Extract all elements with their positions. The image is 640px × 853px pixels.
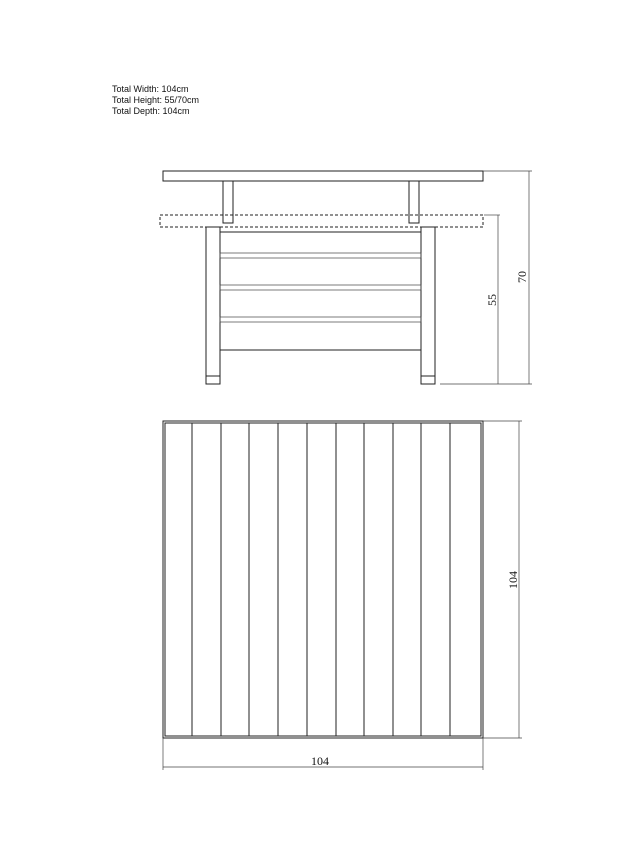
- plank-joints: [192, 423, 450, 736]
- lowered-height-label: 55: [485, 294, 499, 306]
- spec-total-depth: Total Depth: 104cm: [112, 106, 190, 116]
- lowered-tabletop: [160, 215, 483, 227]
- spec-total-width: Total Width: 104cm: [112, 84, 189, 94]
- dimension-depth: [483, 421, 522, 738]
- side-elevation-view: [160, 171, 483, 384]
- top-plan-view: [163, 421, 483, 738]
- lift-post-left: [223, 181, 233, 223]
- leg-right: [421, 227, 435, 384]
- spec-total-height: Total Height: 55/70cm: [112, 95, 200, 105]
- dimension-width: [163, 738, 483, 770]
- raised-tabletop: [163, 171, 483, 181]
- dimension-70: [483, 171, 532, 384]
- tabletop-inner-outline: [165, 423, 481, 736]
- depth-label: 104: [506, 571, 520, 589]
- lift-post-right: [409, 181, 419, 223]
- tabletop-outline: [163, 421, 483, 738]
- leg-left: [206, 227, 220, 384]
- side-slat: [220, 253, 421, 258]
- side-slat: [220, 317, 421, 322]
- raised-height-label: 70: [515, 271, 529, 283]
- width-label: 104: [311, 754, 329, 768]
- side-slat: [220, 285, 421, 290]
- dimension-55: [440, 215, 502, 384]
